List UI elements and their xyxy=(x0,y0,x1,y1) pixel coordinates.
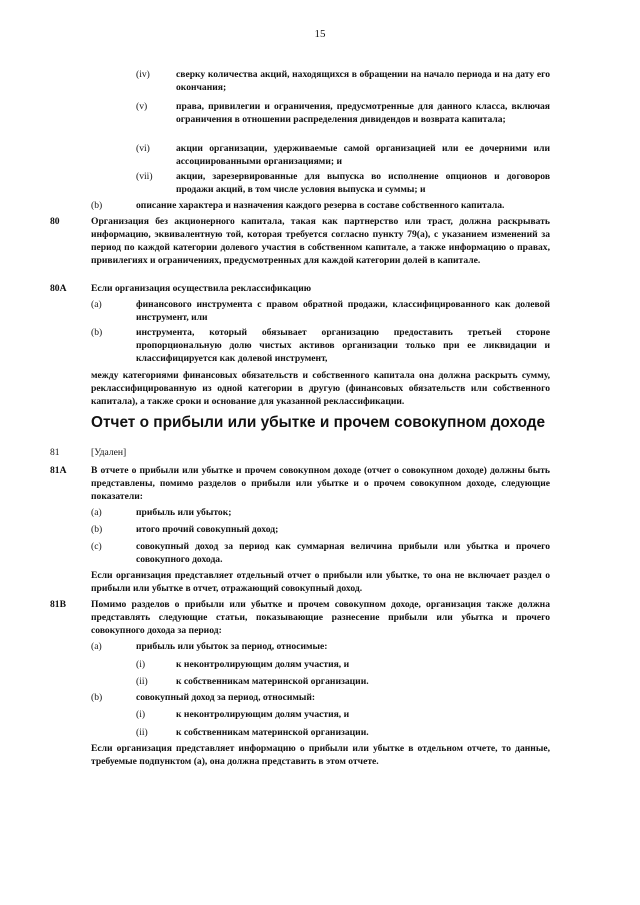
paragraph-number: 81 xyxy=(50,447,60,458)
list-item-text: финансового инструмента с правом обратной продажи, классифицированного как долевой инструмент, или xyxy=(136,299,550,323)
paragraph-text: Если организация осуществила реклассификацию xyxy=(91,283,312,294)
list-item-text: акции организации, удерживаемые самой организацией или ее дочерними или ассоциированными организациями; и xyxy=(176,143,550,167)
list-item-label: (b) xyxy=(91,524,103,535)
section-heading: Отчет о прибыли или убытке и прочем совокупном доходе xyxy=(91,414,546,431)
paragraph-text: Организация без акционерного капитала, такая как партнерство или траст, должна раскрывать информацию, эквивалентную той, которая требуется согласно пункту 79(a), с указанием изменений за период по каждой категории долевого участия в собственном капитале, а также информацию о правах, привилегиях и ограничениях, предусмотренных для каждой категории долей в капитале. xyxy=(91,216,550,266)
sub-item-text: к собственникам материнской организации. xyxy=(176,676,369,687)
paragraph-number: 81B xyxy=(50,599,66,610)
list-item-label: (c) xyxy=(91,541,102,552)
list-item-text: сверку количества акций, находящихся в обращении на начало периода и на дату его окончания; xyxy=(176,69,550,93)
list-item-label: (iv) xyxy=(136,69,150,80)
list-item-text: права, привилегии и ограничения, предусмотренные для данного класса, включая ограничения в отношении распределения дивидендов и возврата капитала; xyxy=(176,101,550,125)
list-item-text: совокупный доход за период, относимый: xyxy=(136,692,316,703)
sub-item-label: (i) xyxy=(136,709,146,720)
list-item-label: (a) xyxy=(91,641,102,652)
list-item-label: (a) xyxy=(91,507,102,518)
paragraph-text: Если организация представляет отдельный отчет о прибыли или убытке, то она не включает раздел о прибыли или убытке в отчет, отражающий совокупный доход. xyxy=(91,570,550,594)
paragraph-text: между категориями финансовых обязательств и собственного капитала она должна раскрыть сумму, реклассифицированную из одной категории в другую (финансовых обязательств или собственного капитала), а также сроки и основание для указанной реклассификации. xyxy=(91,370,550,407)
sub-item-text: к неконтролирующим долям участия, и xyxy=(176,659,350,670)
list-item-text: описание характера и назначения каждого резерва в составе собственного капитала. xyxy=(136,200,505,211)
list-item-label: (b) xyxy=(91,327,103,338)
sub-item-text: к собственникам материнской организации. xyxy=(176,727,369,738)
list-item-text: прибыль или убыток за период, относимые: xyxy=(136,641,328,652)
list-item-text: совокупный доход за период как суммарная величина прибыли или убытка и прочего совокупного дохода. xyxy=(136,541,550,565)
list-item-label: (b) xyxy=(91,200,103,211)
list-item-label: (vi) xyxy=(136,143,150,154)
paragraph-number: 81A xyxy=(50,465,67,476)
list-item-text: прибыль или убыток; xyxy=(136,507,232,518)
paragraph-text: В отчете о прибыли или убытке и прочем совокупном доходе (отчет о совокупном доходе) должны быть представлены, помимо разделов о прибыли или убытке и о прочем совокупном доходе, следующие показатели: xyxy=(91,465,550,502)
list-item-text: акции, зарезервированные для выпуска во исполнение опционов и договоров продажи акций, в том числе условия выпуска и суммы; и xyxy=(176,171,550,195)
sub-item-label: (i) xyxy=(136,659,146,670)
sub-item-label: (ii) xyxy=(136,676,148,687)
list-item-label: (a) xyxy=(91,299,102,310)
sub-item-text: к неконтролирующим долям участия, и xyxy=(176,709,350,720)
list-item-label: (vii) xyxy=(136,171,153,182)
list-item-label: (v) xyxy=(136,101,148,112)
page-number: 15 xyxy=(314,28,326,40)
sub-item-label: (ii) xyxy=(136,727,148,738)
paragraph-number: 80 xyxy=(50,216,60,227)
paragraph-text: Помимо разделов о прибыли или убытке и прочем совокупном доходе, организация также должна представлять следующие статьи, показывающие разнесение прибыли или убытка и прочего совокупного дохода за период: xyxy=(91,599,550,636)
list-item-label: (b) xyxy=(91,692,103,703)
paragraph-text: [Удален] xyxy=(91,447,127,458)
paragraph-number: 80A xyxy=(50,283,67,294)
paragraph-text: Если организация представляет информацию о прибыли или убытке в отдельном отчете, то данные, требуемые подпунктом (a), она должна представить в этом отчете. xyxy=(91,743,550,767)
list-item-text: итого прочий совокупный доход; xyxy=(136,524,279,535)
list-item-text: инструмента, который обязывает организацию предоставить третьей стороне пропорциональную долю чистых активов организации только при ее ликвидации и классифицируется как долевой инструмент, xyxy=(136,327,550,364)
